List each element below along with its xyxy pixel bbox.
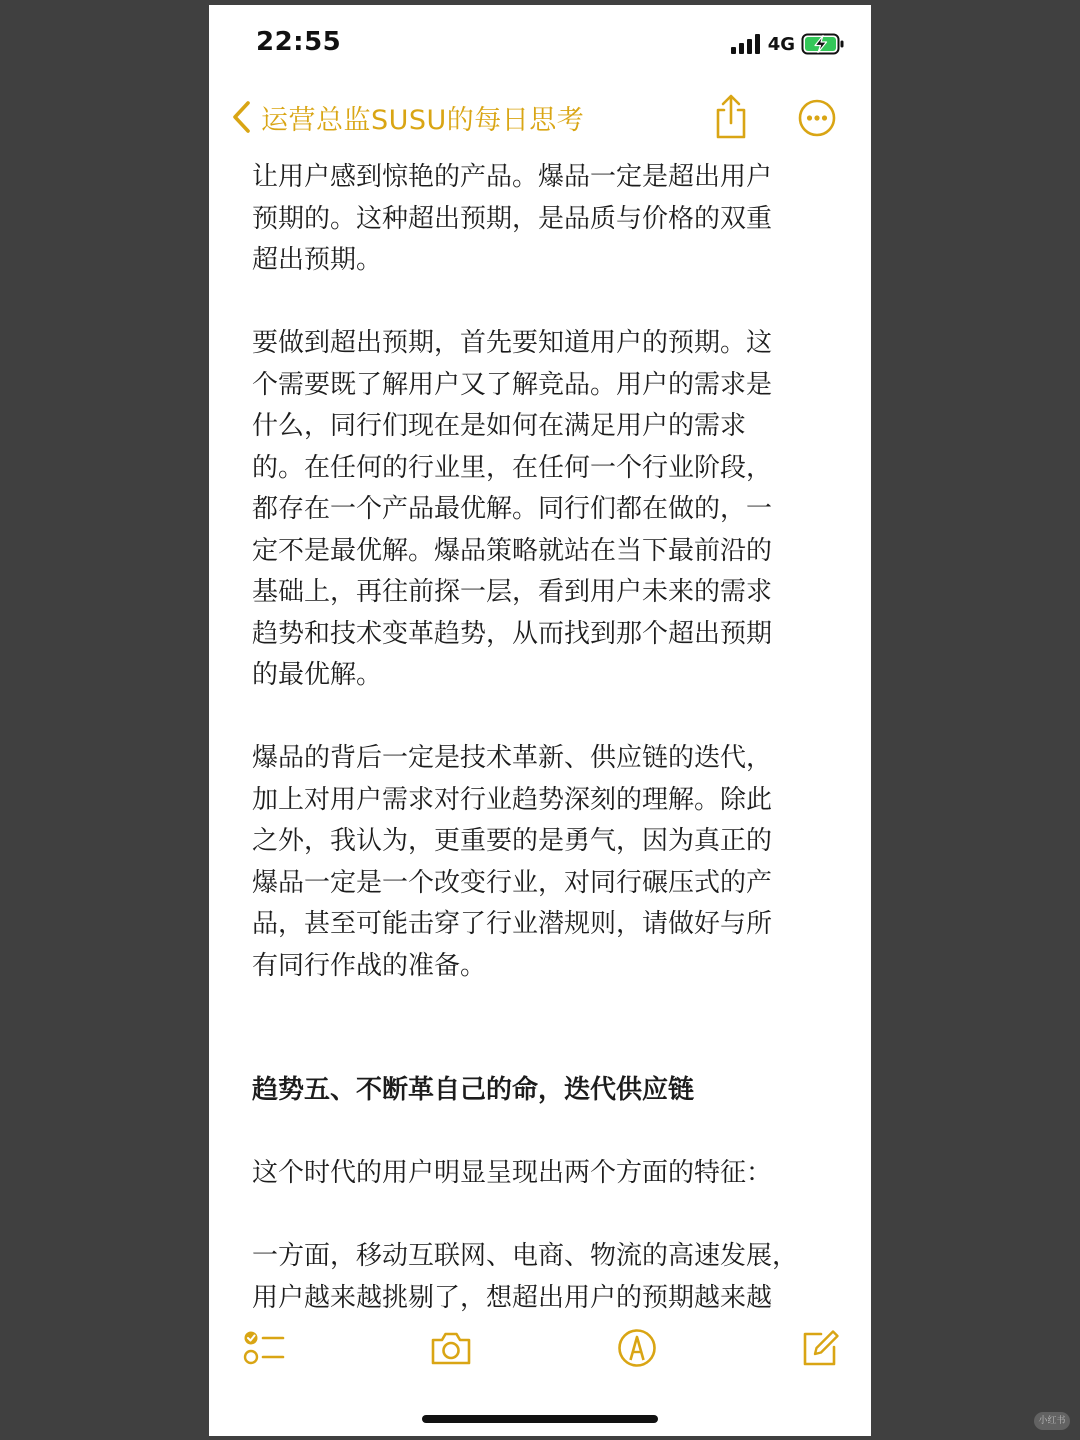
home-indicator[interactable] <box>422 1415 658 1423</box>
text-line: 让用户感到惊艳的产品。爆品一定是超出用户 <box>252 162 773 192</box>
text-line: 有同行作战的准备。 <box>252 950 487 981</box>
text-line: 品，甚至可能击穿了行业潜规则，请做好与所 <box>252 909 773 939</box>
text-line: 爆品一定是一个改变行业，对同行碾压式的产 <box>252 867 773 898</box>
network-label: 4G <box>767 33 795 55</box>
text-line: 的最优解。 <box>252 660 383 690</box>
text-line: 预期的。这种超出预期，是品质与价格的双重 <box>252 203 773 234</box>
camera-icon[interactable] <box>429 1327 473 1369</box>
more-icon[interactable] <box>797 98 837 138</box>
signal-icon <box>731 34 760 54</box>
watermark-logo: 小红书 <box>1034 1412 1070 1430</box>
text-line: 个需要既了解用户又了解竞品。用户的需求是 <box>252 369 773 400</box>
text-line: 爆品的背后一定是技术革新、供应链的迭代， <box>252 743 773 773</box>
text-line: 一方面，移动互联网、电商、物流的高速发展， <box>252 1241 799 1271</box>
section-heading: 趋势五、不断革自己的命，迭代供应链 <box>252 1075 695 1105</box>
text-line: 都存在一个产品最优解。同行们都在做的，一 <box>252 494 773 524</box>
text-line: 这个时代的用户明显呈现出两个方面的特征： <box>252 1158 773 1188</box>
status-indicators <box>731 31 845 57</box>
text-line: 加上对用户需求对行业趋势深刻的理解。除此 <box>252 784 773 815</box>
text-line: 定不是最优解。爆品策略就站在当下最前沿的 <box>252 535 773 566</box>
text-line: 超出预期。 <box>252 245 383 275</box>
checklist-icon[interactable] <box>243 1327 285 1369</box>
text-line: 趋势和技术变革趋势，从而找到那个超出预期 <box>252 618 773 649</box>
status-time: 22:55 <box>256 27 342 57</box>
text-line: 要做到超出预期，首先要知道用户的预期。这 <box>252 328 773 358</box>
back-button-title[interactable]: 运营总监SUSU的每日思考 <box>261 105 585 136</box>
text-line: 基础上，再往前探一层，看到用户未来的需求 <box>252 577 773 607</box>
text-line: 的。在任何的行业里，在任何一个行业阶段， <box>252 452 773 483</box>
markup-pen-icon[interactable] <box>616 1327 658 1369</box>
note-body[interactable] <box>252 157 832 1313</box>
notes-screen <box>209 5 871 1436</box>
text-line: 什么，同行们现在是如何在满足用户的需求 <box>252 411 747 441</box>
chevron-left-icon[interactable] <box>227 97 257 137</box>
text-line: 之外，我认为，更重要的是勇气，因为真正的 <box>252 826 773 856</box>
compose-icon[interactable] <box>799 1327 841 1369</box>
battery-charging-icon <box>801 33 845 55</box>
text-line: 用户越来越挑剔了，想超出用户的预期越来越 <box>252 1282 773 1313</box>
share-icon[interactable] <box>711 93 751 141</box>
